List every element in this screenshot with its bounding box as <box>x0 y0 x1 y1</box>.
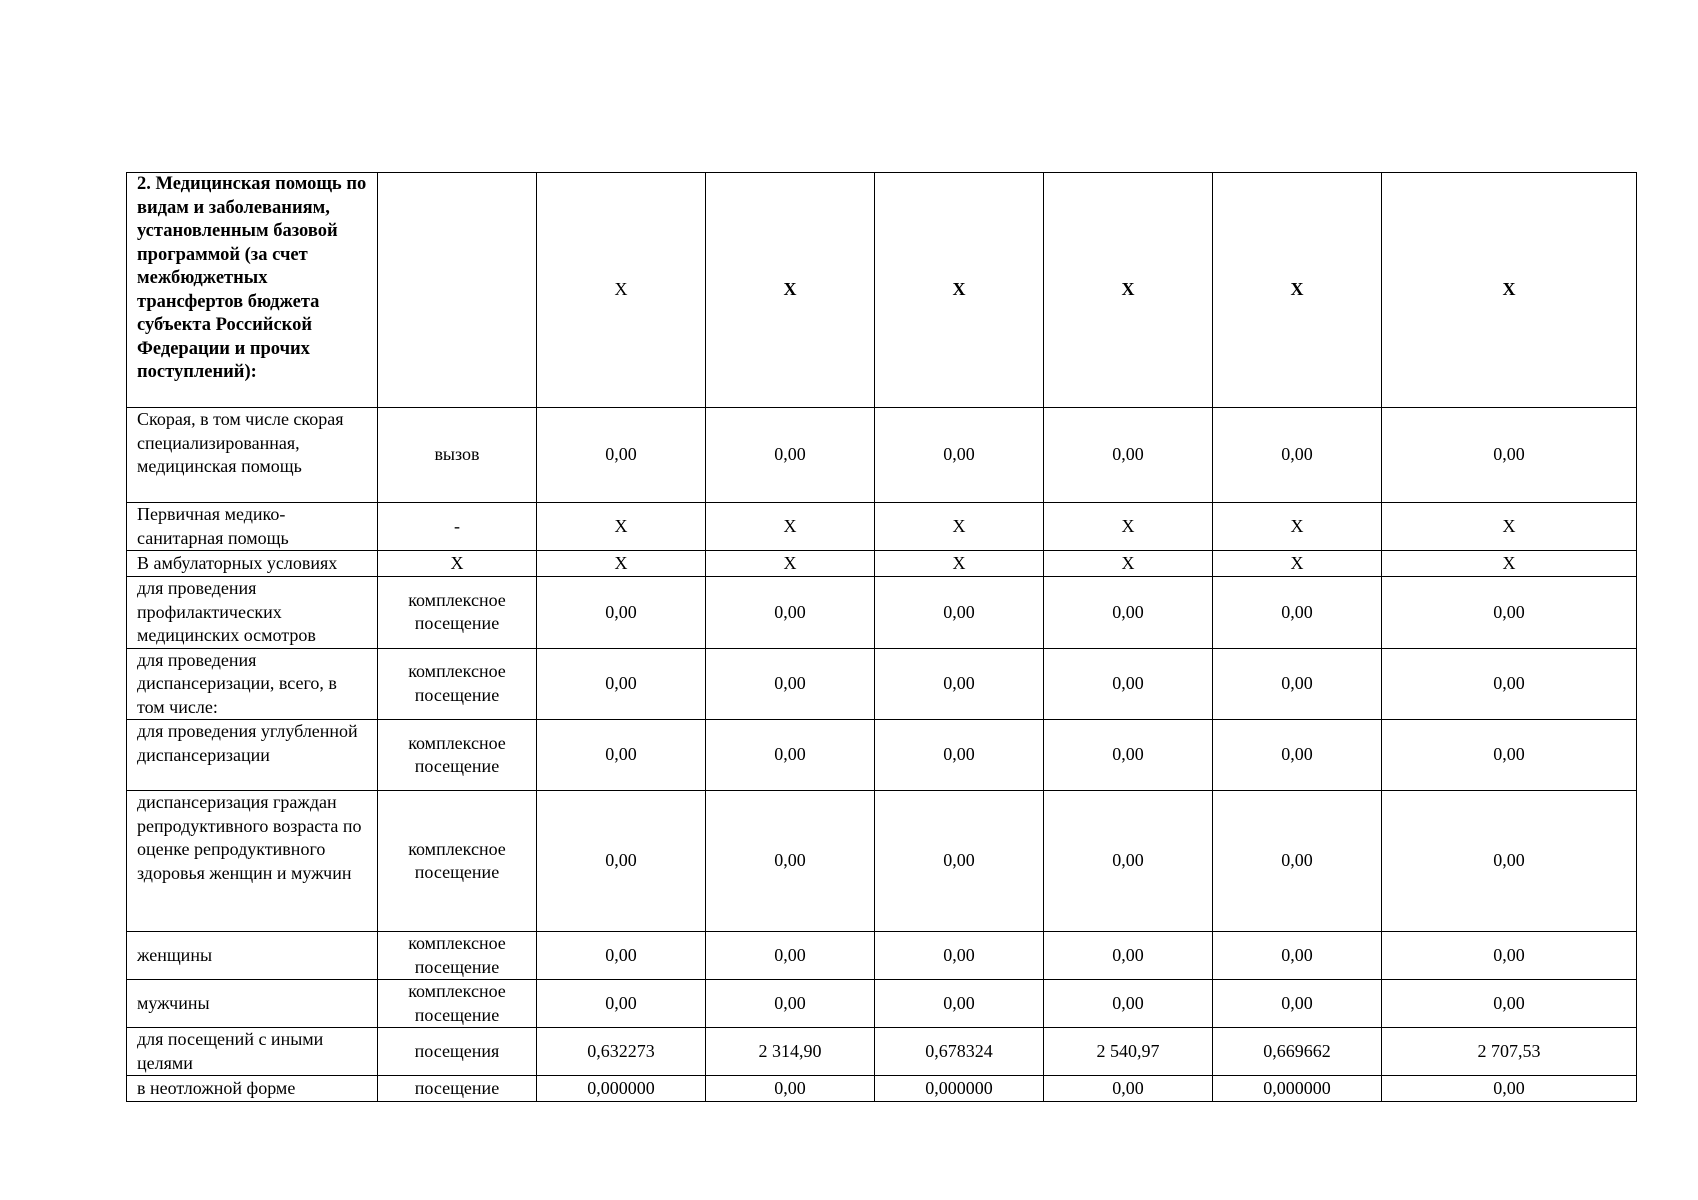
row-value: 0,00 <box>1382 1076 1637 1102</box>
table-row <box>127 791 1637 932</box>
row-value: 0,00 <box>1382 980 1637 1028</box>
row-value: 0,00 <box>875 932 1044 980</box>
row-value: 0,00 <box>537 720 706 791</box>
row-name: Первичная медико-санитарная помощь <box>127 503 378 551</box>
row-name: в неотложной форме <box>127 1076 378 1102</box>
row-value: 0,00 <box>706 791 875 932</box>
row-value: Х <box>1382 173 1637 408</box>
row-value: 0,00 <box>875 980 1044 1028</box>
row-value: 0,00 <box>1213 577 1382 649</box>
row-value: 0,00 <box>706 932 875 980</box>
row-value: Х <box>706 503 875 551</box>
row-value: 0,632273 <box>537 1028 706 1076</box>
row-name: для проведения профилактических медицинских осмотров <box>127 577 378 649</box>
row-value: Х <box>1382 503 1637 551</box>
table-row <box>127 173 1637 408</box>
row-value: Х <box>875 551 1044 577</box>
row-value: Х <box>1044 551 1213 577</box>
row-name: для посещений с иными целями <box>127 1028 378 1076</box>
row-name: женщины <box>127 932 378 980</box>
row-value: 0,00 <box>1044 648 1213 720</box>
row-value: 0,00 <box>875 791 1044 932</box>
table-row <box>127 577 1637 649</box>
row-unit: комплексное посещение <box>378 791 537 932</box>
row-value: 0,00 <box>1044 980 1213 1028</box>
row-name: диспансеризация граждан репродуктивного возраста по оценке репродуктивного здоровья женщин и мужчин <box>127 791 378 932</box>
row-value: 0,00 <box>1213 648 1382 720</box>
row-value: Х <box>537 503 706 551</box>
row-value: 0,00 <box>1213 932 1382 980</box>
row-value: 0,000000 <box>1213 1076 1382 1102</box>
row-unit: комплексное посещение <box>378 932 537 980</box>
row-value: 0,00 <box>1213 720 1382 791</box>
row-value: 0,00 <box>706 648 875 720</box>
row-unit: комплексное посещение <box>378 980 537 1028</box>
row-value: 0,00 <box>1044 932 1213 980</box>
row-value: 0,00 <box>1213 980 1382 1028</box>
row-value: Х <box>1382 551 1637 577</box>
row-value: 2 707,53 <box>1382 1028 1637 1076</box>
row-value: 0,00 <box>1044 791 1213 932</box>
row-name: 2. Медицинская помощь по видам и заболеваниям, установленным базовой программой (за счет межбюджетных трансфертов бюджета субъекта Российской Федерации и прочих поступлений): <box>127 173 378 408</box>
row-value: Х <box>537 173 706 408</box>
row-value: Х <box>875 173 1044 408</box>
row-unit: посещения <box>378 1028 537 1076</box>
row-name: Скорая, в том числе скорая специализированная, медицинская помощь <box>127 408 378 503</box>
row-value: 0,00 <box>537 408 706 503</box>
row-value: 0,00 <box>1044 408 1213 503</box>
row-value: 2 540,97 <box>1044 1028 1213 1076</box>
row-value: 0,00 <box>1213 791 1382 932</box>
row-value: 0,00 <box>706 980 875 1028</box>
row-value: 0,00 <box>706 408 875 503</box>
table-row <box>127 648 1637 720</box>
table-row <box>127 503 1637 551</box>
row-value: 0,00 <box>1382 791 1637 932</box>
row-value: 0,00 <box>875 577 1044 649</box>
row-unit: вызов <box>378 408 537 503</box>
row-value: 0,00 <box>537 648 706 720</box>
table-row <box>127 932 1637 980</box>
table-row <box>127 408 1637 503</box>
row-value: 0,678324 <box>875 1028 1044 1076</box>
row-value: Х <box>706 173 875 408</box>
row-value: Х <box>537 551 706 577</box>
row-unit: - <box>378 503 537 551</box>
row-value: 0,00 <box>875 720 1044 791</box>
row-value: Х <box>1213 503 1382 551</box>
row-name: мужчины <box>127 980 378 1028</box>
row-name: для проведения диспансеризации, всего, в том числе: <box>127 648 378 720</box>
row-value: 0,00 <box>1382 577 1637 649</box>
row-value: 0,00 <box>1044 720 1213 791</box>
row-name: В амбулаторных условиях <box>127 551 378 577</box>
medical-care-table <box>126 172 1637 1102</box>
row-value: 0,00 <box>537 577 706 649</box>
row-unit: Х <box>378 551 537 577</box>
table-row <box>127 980 1637 1028</box>
row-value: Х <box>875 503 1044 551</box>
row-value: 2 314,90 <box>706 1028 875 1076</box>
row-value: 0,00 <box>537 791 706 932</box>
row-value: Х <box>1044 173 1213 408</box>
row-value: 0,00 <box>1382 720 1637 791</box>
row-unit <box>378 173 537 408</box>
row-value: 0,00 <box>537 980 706 1028</box>
row-value: 0,00 <box>1382 408 1637 503</box>
row-value: 0,00 <box>537 932 706 980</box>
row-value: 0,669662 <box>1213 1028 1382 1076</box>
row-value: Х <box>1044 503 1213 551</box>
row-value: 0,00 <box>875 648 1044 720</box>
row-value: 0,00 <box>1044 577 1213 649</box>
table-row <box>127 1076 1637 1102</box>
row-value: 0,00 <box>1382 648 1637 720</box>
row-unit: комплексное посещение <box>378 720 537 791</box>
row-value: 0,00 <box>875 408 1044 503</box>
row-value: 0,00 <box>1382 932 1637 980</box>
row-unit: посещение <box>378 1076 537 1102</box>
row-value: 0,00 <box>706 577 875 649</box>
row-value: 0,00 <box>706 1076 875 1102</box>
row-value: 0,000000 <box>875 1076 1044 1102</box>
row-value: Х <box>1213 551 1382 577</box>
row-value: Х <box>1213 173 1382 408</box>
row-value: 0,00 <box>1044 1076 1213 1102</box>
row-value: 0,00 <box>1213 408 1382 503</box>
row-unit: комплексное посещение <box>378 648 537 720</box>
table-row <box>127 551 1637 577</box>
row-value: 0,000000 <box>537 1076 706 1102</box>
table-row <box>127 720 1637 791</box>
row-name: для проведения углубленной диспансеризации <box>127 720 378 791</box>
row-value: 0,00 <box>706 720 875 791</box>
table-row <box>127 1028 1637 1076</box>
row-value: Х <box>706 551 875 577</box>
row-unit: комплексное посещение <box>378 577 537 649</box>
